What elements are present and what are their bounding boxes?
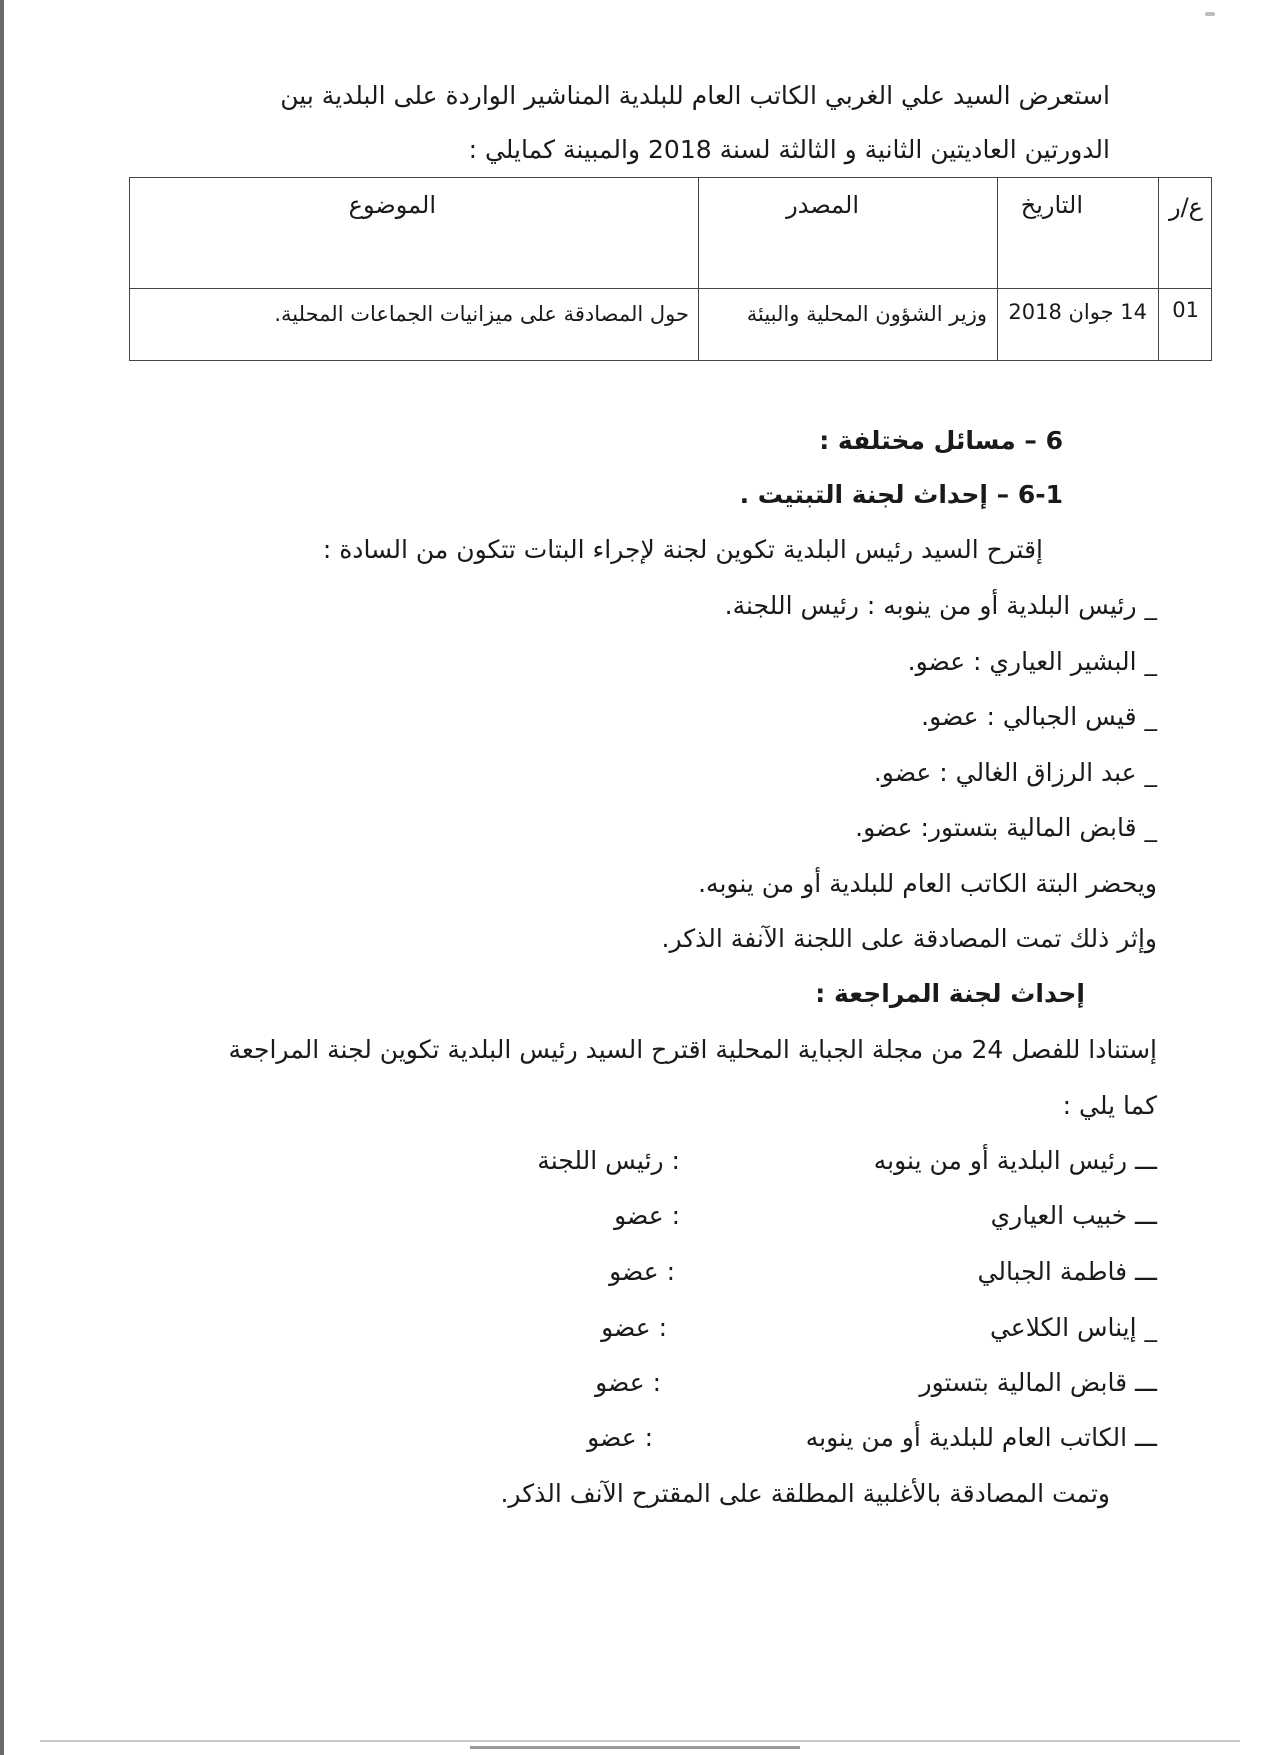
review-committee-title: إحداث لجنة المراجعة : <box>815 979 1085 1008</box>
review-member-name: ـــ فاطمة الجبالي <box>977 1257 1157 1286</box>
review-member-name: ـــ قابض المالية بتستور <box>919 1368 1157 1397</box>
committee-member: _ قابض المالية بتستور: عضو. <box>855 813 1157 842</box>
table-cell-date: 14 جوان 2018 <box>1008 300 1147 324</box>
review-member-role: : عضو <box>614 1201 680 1230</box>
table-cell-index: 01 <box>1172 298 1199 322</box>
committee-member: _ عبد الرزاق الغالي : عضو. <box>873 758 1157 787</box>
review-member-role: : عضو <box>609 1257 675 1286</box>
table-cell-source: وزير الشؤون المحلية والبيئة <box>746 302 987 326</box>
committee-member: _ رئيس البلدية أو من ينوبه : رئيس اللجنة. <box>724 591 1157 620</box>
table-header-divider <box>130 288 1211 289</box>
intro-line-1: استعرض السيد علي الغربي الكاتب العام للبلدية المناشير الواردة على البلدية بين <box>280 81 1110 110</box>
section-6-approval: وإثر ذلك تمت المصادقة على اللجنة الآنفة الذكر. <box>661 924 1157 953</box>
intro-line-2: الدورتين العاديتين الثانية و الثالثة لسنة 2018 والمبينة كمايلي : <box>468 135 1110 164</box>
review-member-role: : رئيس اللجنة <box>537 1146 680 1175</box>
review-member-name: ـــ رئيس البلدية أو من ينوبه <box>873 1146 1157 1175</box>
scan-mark <box>1205 12 1215 16</box>
table-divider <box>1158 178 1159 360</box>
table-divider <box>997 178 998 360</box>
review-intro-line-1: إستنادا للفصل 24 من مجلة الجباية المحلية اقترح السيد رئيس البلدية تكوين لجنة المراجعة <box>228 1035 1157 1064</box>
section-6-title: 6 – مسائل مختلفة : <box>819 426 1063 455</box>
table-header-date: التاريخ <box>1020 191 1083 219</box>
review-member-role: : عضو <box>595 1368 661 1397</box>
review-member-name: ـــ خبيب العياري <box>990 1201 1157 1230</box>
review-member-name: _ إيناس الكلاعي <box>989 1313 1157 1342</box>
circulars-table <box>129 177 1212 361</box>
review-approval: وتمت المصادقة بالأغلبية المطلقة على المقترح الآنف الذكر. <box>500 1479 1110 1508</box>
committee-member: _ البشير العياري : عضو. <box>907 647 1157 676</box>
review-intro-line-2: كما يلي : <box>1062 1091 1157 1120</box>
section-6-1-title: 6-1 – إحداث لجنة التبتيت . <box>739 480 1063 509</box>
table-header-source: المصدر <box>786 191 859 219</box>
section-6-attend: ويحضر البتة الكاتب العام للبلدية أو من ينوبه. <box>698 869 1157 898</box>
table-cell-subject: حول المصادقة على ميزانيات الجماعات المحلية. <box>274 302 689 326</box>
scan-edge-bottom-dark <box>470 1746 800 1749</box>
scan-edge-left <box>0 0 4 1755</box>
table-header-index: ع/ر <box>1169 193 1203 221</box>
committee-member: _ قيس الجبالي : عضو. <box>921 702 1157 731</box>
table-divider <box>698 178 699 360</box>
scan-edge-bottom <box>40 1740 1240 1742</box>
table-header-subject: الموضوع <box>348 191 436 219</box>
review-member-role: : عضو <box>587 1423 653 1452</box>
section-6-proposal: إقترح السيد رئيس البلدية تكوين لجنة لإجراء البتات تتكون من السادة : <box>322 535 1043 564</box>
review-member-name: ـــ الكاتب العام للبلدية أو من ينوبه <box>805 1423 1157 1452</box>
review-member-role: : عضو <box>601 1313 667 1342</box>
